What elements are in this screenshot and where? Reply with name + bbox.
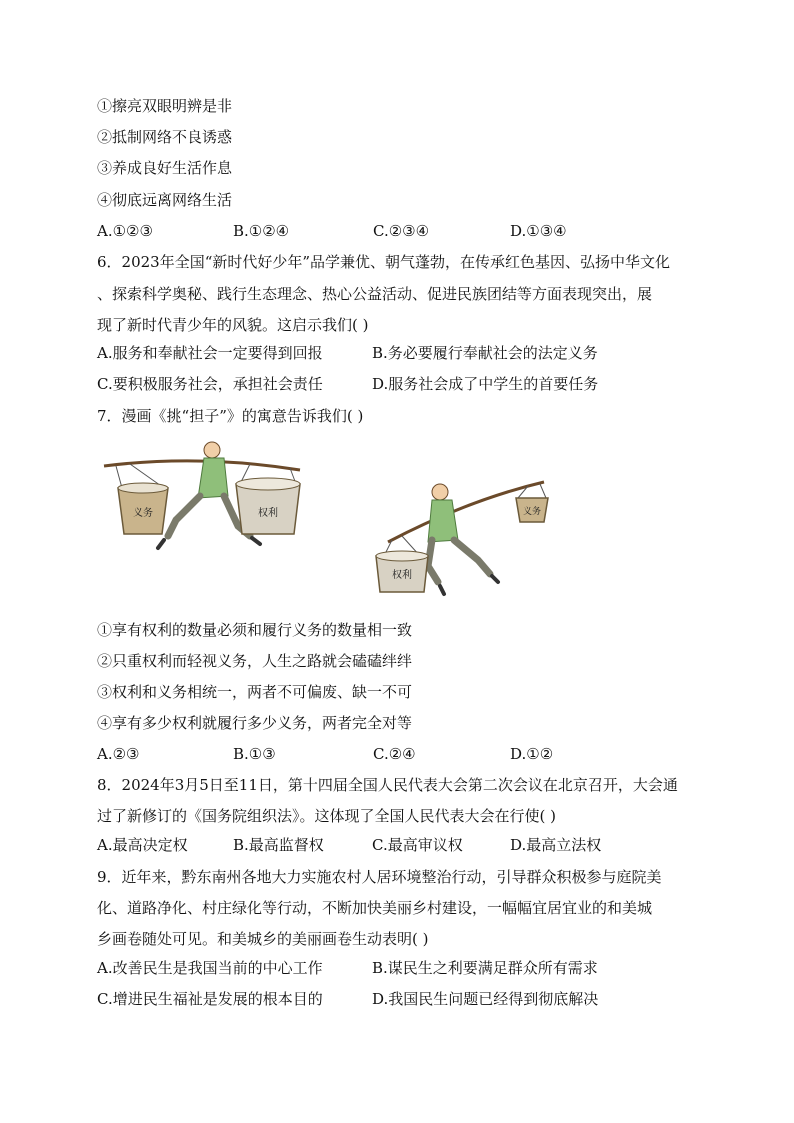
basket-label-duty-right: 义务 — [522, 507, 542, 517]
q7-statement-1: ①享有权利的数量必须和履行义务的数量相一致 — [97, 621, 413, 639]
basket-label-duty-left: 义务 — [133, 508, 153, 519]
q7-stem: 7．漫画《挑“担子”》的寓意告诉我们( ) — [97, 407, 364, 425]
q5-option-b: B.①②④ — [233, 222, 290, 240]
basket-label-rights-left: 权利 — [258, 508, 278, 519]
q6-option-a: A.服务和奉献社会一定要得到回报 — [97, 344, 323, 362]
q9-option-c: C.增进民生福祉是发展的根本目的 — [97, 990, 323, 1008]
q8-option-c: C.最高审议权 — [372, 836, 463, 854]
q9-option-b: B.谋民生之利要满足群众所有需求 — [372, 959, 598, 977]
q7-option-b: B.①③ — [233, 745, 276, 763]
q5-option-d: D.①③④ — [510, 222, 567, 240]
q6-stem-line-1: 6．2023年全国“新时代好少年”品学兼优、朝气蓬勃，在传承红色基因、弘扬中华文化 — [97, 253, 671, 271]
q6-stem-line-3: 现了新时代青少年的风貌。这启示我们( ) — [97, 316, 369, 334]
man-head-left — [204, 442, 220, 458]
q9-option-d: D.我国民生问题已经得到彻底解决 — [372, 990, 599, 1008]
q8-option-d: D.最高立法权 — [510, 836, 602, 854]
man-shirt-left — [198, 458, 228, 498]
q8-option-a: A.最高决定权 — [97, 836, 188, 854]
comic-left-panel — [100, 436, 310, 558]
q5-option-c: C.②③④ — [373, 222, 430, 240]
q6-option-d: D.服务社会成了中学生的首要任务 — [372, 375, 599, 393]
q7-statement-2: ②只重权利而轻视义务，人生之路就会磕磕绊绊 — [97, 652, 413, 670]
q8-stem-line-1: 8．2024年3月5日至11日，第十四届全国人民代表大会第二次会议在北京召开，大会通 — [97, 776, 678, 794]
q5-option-a: A.①②③ — [97, 222, 153, 240]
q9-option-a: A.改善民生是我国当前的中心工作 — [97, 959, 323, 977]
q5-statement-3: ③养成良好生活作息 — [97, 159, 233, 177]
q7-statement-3: ③权利和义务相统一，两者不可偏废、缺一不可 — [97, 683, 413, 701]
q9-stem-line-3: 乡画卷随处可见。和美城乡的美丽画卷生动表明( ) — [97, 930, 429, 948]
q6-stem-line-2: 、探索科学奥秘、践行生态理念、热心公益活动、促进民族团结等方面表现突出，展 — [97, 285, 653, 303]
q9-stem-line-1: 9．近年来，黔东南州各地大力实施农村人居环境整治行动，引导群众积极参与庭院美 — [97, 868, 662, 886]
q8-option-b: B.最高监督权 — [233, 836, 324, 854]
q6-option-b: B.务必要履行奉献社会的法定义务 — [372, 344, 598, 362]
man-shirt-right — [428, 500, 458, 542]
q7-statement-4: ④享有多少权利就履行多少义务，两者完全对等 — [97, 714, 413, 732]
q5-statement-2: ②抵制网络不良诱惑 — [97, 128, 233, 146]
q5-statement-4: ④彻底远离网络生活 — [97, 191, 233, 209]
q5-statement-1: ①擦亮双眼明辨是非 — [97, 97, 233, 115]
basket-label-rights-right: 权利 — [392, 570, 412, 581]
comic-right-panel — [368, 470, 578, 602]
q7-option-d: D.①② — [510, 745, 554, 763]
q7-option-c: C.②④ — [373, 745, 416, 763]
q9-stem-line-2: 化、道路净化、村庄绿化等行动，不断加快美丽乡村建设，一幅幅宜居宜业的和美城 — [97, 899, 653, 917]
q7-option-a: A.②③ — [97, 745, 140, 763]
q6-option-c: C.要积极服务社会，承担社会责任 — [97, 375, 323, 393]
q8-stem-line-2: 过了新修订的《国务院组织法》。这体现了全国人民代表大会在行使( ) — [97, 807, 556, 825]
man-head-right — [432, 484, 448, 500]
